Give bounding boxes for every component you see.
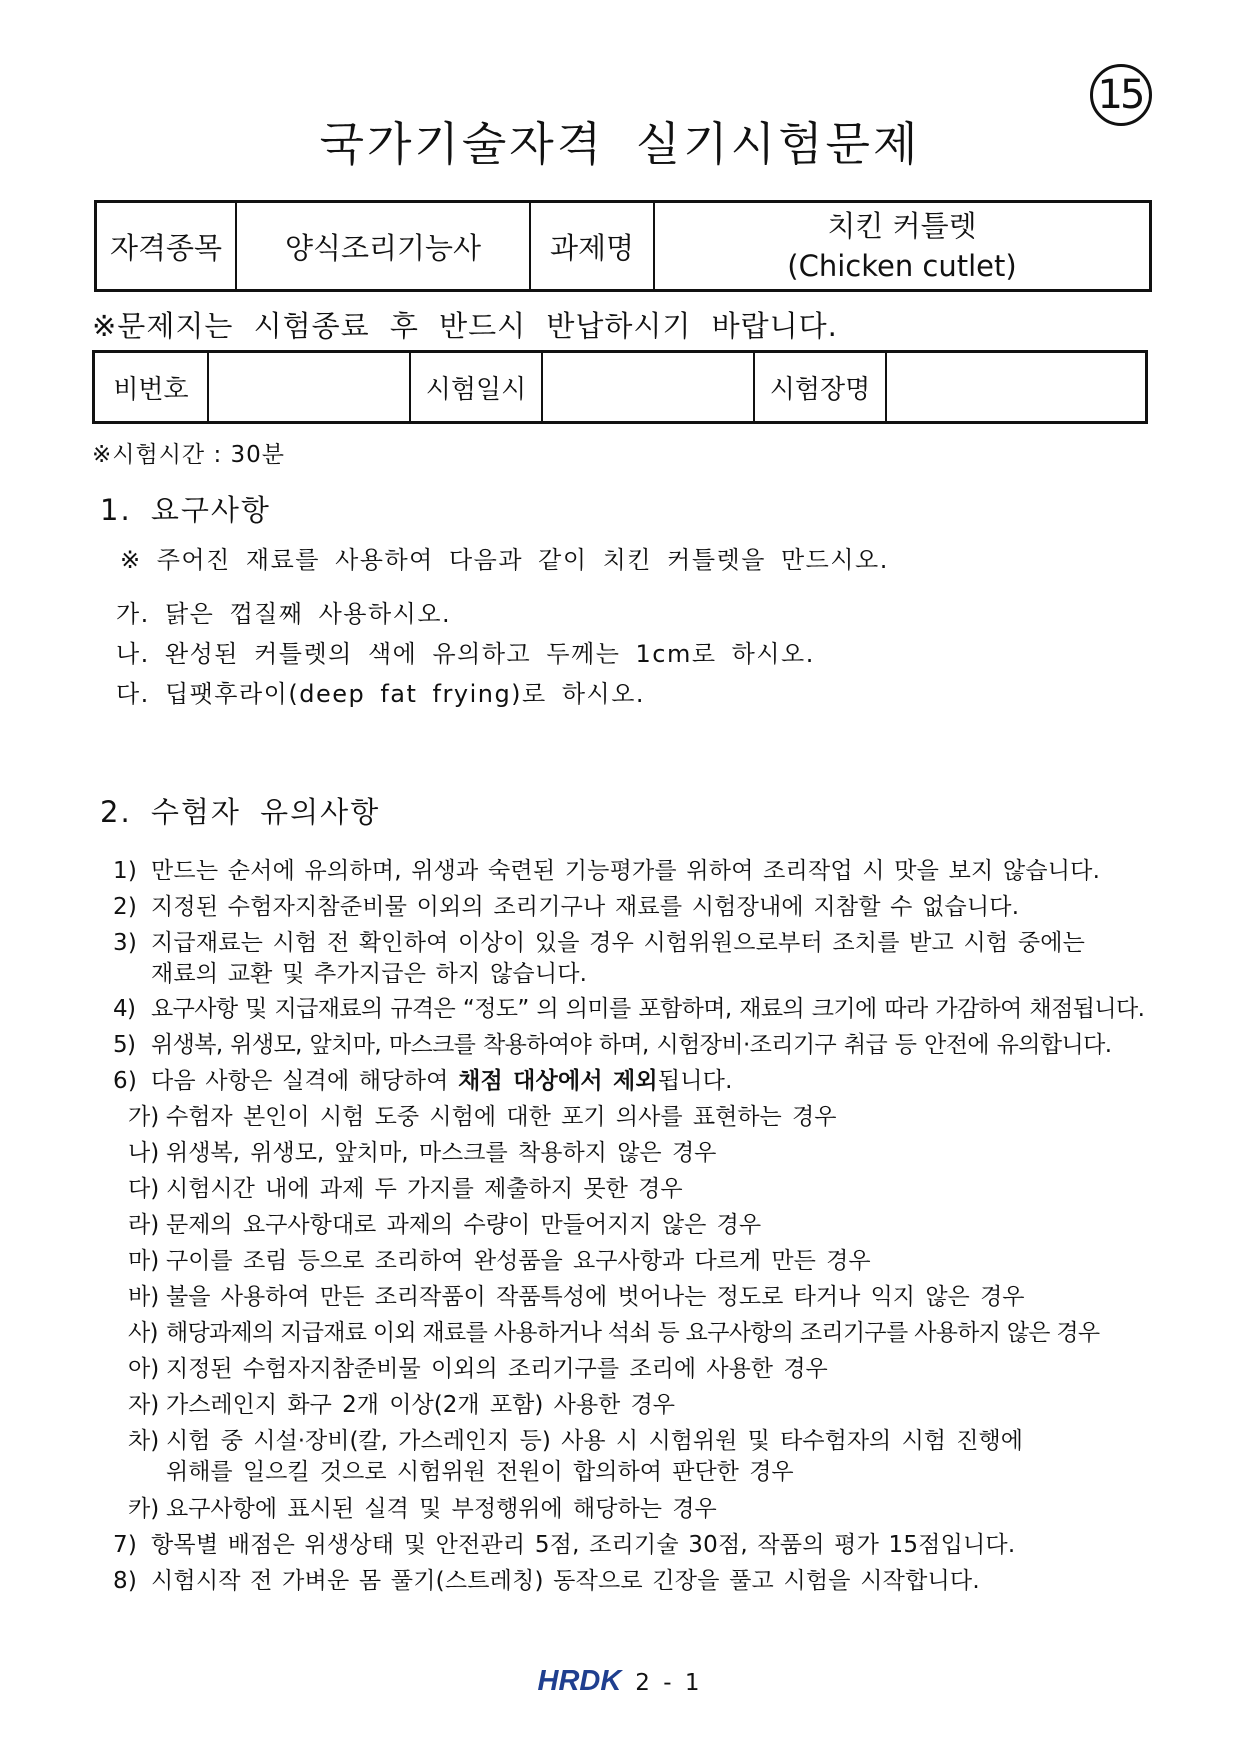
exam-place-label: 시험장명 [754, 352, 886, 423]
section1-heading: 1. 요구사항 [100, 493, 271, 527]
qualification-table [94, 200, 1152, 292]
return-notice: ※문제지는 시험종료 후 반드시 반납하시기 바랍니다. [92, 309, 838, 343]
disqualification-item: 아) 지정된 수험자지참준비물 이외의 조리기구를 조리에 사용한 경우 [128, 1356, 828, 1382]
task-value [654, 202, 1151, 291]
note-item: 1) 만드는 순서에 유의하며, 위생과 숙련된 기능평가를 위하여 조리작업 시 맛을 보지 않습니다. [113, 858, 1101, 884]
qualification-label: 자격종목 [96, 202, 237, 291]
note-item: 6) 다음 사항은 실격에 해당하여 채점 대상에서 제외됩니다. [113, 1068, 733, 1094]
disqualification-item: 자) 가스레인지 화구 2개 이상(2개 포함) 사용한 경우 [128, 1392, 676, 1418]
exam-place-field [886, 352, 1147, 423]
page-footer [0, 1665, 1240, 1698]
task-label: 과제명 [530, 202, 654, 291]
disqualification-item: 카) 요구사항에 표시된 실격 및 부정행위에 해당하는 경우 [128, 1496, 717, 1522]
note-item: 2) 지정된 수험자지참준비물 이외의 조리기구나 재료를 시험장내에 지참할 수 없습니다. [113, 894, 1020, 920]
footer-page-indicator: 2 - 1 [635, 1670, 703, 1696]
task-name-ko: 치킨 커틀렛 [827, 209, 977, 243]
note-item: 8) 시험시작 전 가벼운 몸 풀기(스트레칭) 동작으로 긴장을 풀고 시험을 시작합니다. [113, 1568, 980, 1594]
requirement-item: 나. 완성된 커틀렛의 색에 유의하고 두께는 1cm로 하시오. [116, 640, 815, 668]
disqualification-item: 다) 시험시간 내에 과제 두 가지를 제출하지 못한 경우 [128, 1176, 683, 1202]
disqualification-item: 나) 위생복, 위생모, 앞치마, 마스크를 착용하지 않은 경우 [128, 1140, 717, 1166]
exam-info-table [92, 350, 1148, 424]
disqualification-item: 마) 구이를 조림 등으로 조리하여 완성품을 요구사항과 다르게 만든 경우 [128, 1248, 871, 1274]
hrdk-logo: HRDK [537, 1665, 622, 1697]
qualification-value: 양식조리기능사 [236, 202, 530, 291]
exam-time: ※시험시간 : 30분 [92, 442, 285, 468]
exam-id-field [208, 352, 410, 423]
note-item: 7) 항목별 배점은 위생상태 및 안전관리 5점, 조리기술 30점, 작품의 평가 15점입니다. [113, 1532, 1016, 1558]
requirement-item: 가. 닭은 껍질째 사용하시오. [116, 600, 452, 628]
note-item: 4) 요구사항 및 지급재료의 규격은 “정도” 의 의미를 포함하며, 재료의 크기에 따라 가감하여 채점됩니다. [113, 996, 1145, 1022]
disqualification-item: 라) 문제의 요구사항대로 과제의 수량이 만들어지지 않은 경우 [128, 1212, 762, 1238]
disqualification-item: 사) 해당과제의 지급재료 이외 재료를 사용하거나 석쇠 등 요구사항의 조리기구를 사용하지 않은 경우 [128, 1320, 1100, 1346]
exam-id-label: 비번호 [94, 352, 209, 423]
exam-date-field [542, 352, 754, 423]
note-item: 5) 위생복, 위생모, 앞치마, 마스크를 착용하여야 하며, 시험장비·조리기구 취급 등 안전에 유의합니다. [113, 1032, 1112, 1058]
task-name-en: (Chicken cutlet) [787, 249, 1017, 283]
disqualification-item: 차) 시험 중 시설·장비(칼, 가스레인지 등) 사용 시 시험위원 및 타수험자의 시험 진행에 위해를 일으킬 것으로 시험위원 전원이 합의하여 판단한 경우 [128, 1428, 1023, 1485]
exam-date-label: 시험일시 [410, 352, 542, 423]
note-item: 3) 지급재료는 시험 전 확인하여 이상이 있을 경우 시험위원으로부터 조치를 받고 시험 중에는 재료의 교환 및 추가지급은 하지 않습니다. [113, 930, 1086, 987]
section2-heading: 2. 수험자 유의사항 [100, 795, 381, 829]
requirement-item: 다. 딥팻후라이(deep fat frying)로 하시오. [116, 680, 646, 708]
disqualification-item: 가) 수험자 본인이 시험 도중 시험에 대한 포기 의사를 표현하는 경우 [128, 1104, 837, 1130]
page-number-badge: 15 [1090, 64, 1152, 126]
disqualification-item: 바) 불을 사용하여 만든 조리작품이 작품특성에 벗어나는 정도로 타거나 익지 않은 경우 [128, 1284, 1025, 1310]
requirements-intro: ※ 주어진 재료를 사용하여 다음과 같이 치킨 커틀렛을 만드시오. [120, 546, 889, 574]
document-title: 국가기술자격 실기시험문제 [319, 117, 921, 171]
